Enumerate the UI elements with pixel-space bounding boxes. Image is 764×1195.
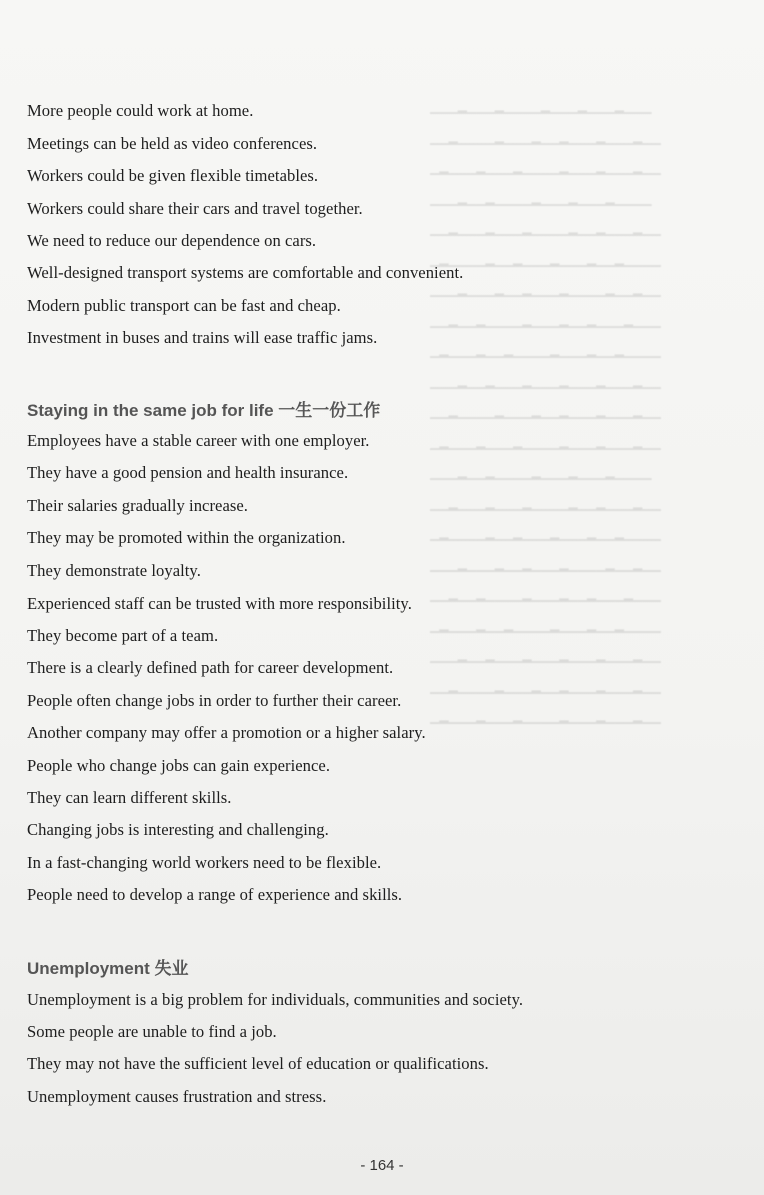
text-line: Modern public transport can be fast and cheap. xyxy=(27,296,341,315)
text-line: There is a clearly defined path for career development. xyxy=(27,658,394,677)
text-line: They can learn different skills. xyxy=(27,788,232,807)
text-line: Unemployment causes frustration and stress. xyxy=(27,1087,327,1106)
text-line: Unemployment is a big problem for individuals, communities and society. xyxy=(27,990,524,1009)
text-line: They have a good pension and health insurance. xyxy=(27,463,349,482)
text-line: People often change jobs in order to further their career. xyxy=(27,691,402,710)
text-line: People need to develop a range of experience and skills. xyxy=(27,885,403,904)
text-line: Investment in buses and trains will ease traffic jams. xyxy=(27,328,378,347)
text-line: Some people are unable to find a job. xyxy=(27,1022,277,1041)
text-line: They become part of a team. xyxy=(27,626,219,645)
text-line: Changing jobs is interesting and challenging. xyxy=(27,820,329,839)
show-through-texture: ▁▁▁▂▁▁▁▂▁▁▁▁▂▁▁▁▂▁▁▁▂▁▁▁ ▁▁▂▁▁▁▁▂▁▁▁▂▁▁▂▁▁▁▂▁▁▁▂▁▁ ▁▂▁▁▁▂▁▁▁▂▁▁▁▁▂▁▁▁▂▁▁▁▂▁▁ ▁▁▁▂▁▁▂▁▁▁▁▂▁▁▁▂▁▁▁▂▁▁▁▁ ▁▁▂▁▁▁▂▁▁▁▂▁▁▁▁▂▁▁▂▁▁▁▂▁▁ ▁▂▁▁▁▁▂▁▁▂▁▁▁▂▁▁▁▂▁▁▂▁▁▁▁ ▁▁▁▂▁▁▁▂▁▁▂▁▁▁▂▁▁▁▁▂▁▁▂▁▁ ▁▁▂▁▁▂▁▁▁▁▂▁▁▁▂▁▁▂▁▁▁▂▁▁▁ ▁▂▁▁▁▂▁▁▂▁▁▁▁▂▁▁▁▂▁▁▂▁▁▁▁ ▁▁▁▂▁▁▂▁▁▁▂▁▁▁▂▁▁▁▂▁▁▁▂▁▁ ▁▁▂▁▁▁▁▂▁▁▁▂▁▁▂▁▁▁▂▁▁▁▂▁▁ ▁▂▁▁▁▂▁▁▁▂▁▁▁▁▂▁▁▁▂▁▁▁▂▁▁ ▁▁▁▂▁▁▂▁▁▁▁▂▁▁▁▂▁▁▁▂▁▁▁▁ ▁▁▂▁▁▁▂▁▁▁▂▁▁▁▁▂▁▁▂▁▁▁▂▁▁ ▁▂▁▁▁▁▂▁▁▂▁▁▁▂▁▁▁▂▁▁▂▁▁▁▁ ▁▁▁▂▁▁▁▂▁▁▂▁▁▁▂▁▁▁▁▂▁▁▂▁▁ ▁▁▂▁▁▂▁▁▁▁▂▁▁▁▂▁▁▂▁▁▁▂▁▁▁ ▁▂▁▁▁▂▁▁▂▁▁▁▁▂▁▁▁▂▁▁▂▁▁▁▁ ▁▁▁▂▁▁▂▁▁▁▂▁▁▁▂▁▁▁▂▁▁▁▂▁▁ ▁▁▂▁▁▁▁▂▁▁▁▂▁▁▂▁▁▁▂▁▁▁▂▁▁ ▁▂▁▁▁▂▁▁▁▂▁▁▁▁▂▁▁▁▂▁▁▁▂▁▁ xyxy=(430,100,661,724)
section-heading-unemployment: Unemployment 失业 xyxy=(27,959,189,978)
text-line: They may not have the sufficient level of education or qualifications. xyxy=(27,1054,489,1073)
text-line: Their salaries gradually increase. xyxy=(27,496,248,515)
text-line: We need to reduce our dependence on cars. xyxy=(27,231,317,250)
page-number: - 164 - xyxy=(360,1157,404,1174)
text-line: People who change jobs can gain experience. xyxy=(27,756,331,775)
text-line: More people could work at home. xyxy=(27,101,254,120)
text-line: Meetings can be held as video conferences. xyxy=(27,134,318,153)
text-line: Workers could share their cars and travel together. xyxy=(27,199,363,218)
text-line: In a fast-changing world workers need to be flexible. xyxy=(27,853,382,872)
text-line: Workers could be given flexible timetables. xyxy=(27,166,319,185)
text-line: They may be promoted within the organization. xyxy=(27,528,346,547)
text-line: Experienced staff can be trusted with more responsibility. xyxy=(27,594,412,613)
section-heading-same-job: Staying in the same job for life 一生一份工作 xyxy=(27,401,381,420)
text-line: Well-designed transport systems are comfortable and convenient. xyxy=(27,263,464,282)
text-line: Employees have a stable career with one employer. xyxy=(27,431,370,450)
text-line: They demonstrate loyalty. xyxy=(27,561,201,580)
text-line: Another company may offer a promotion or a higher salary. xyxy=(27,723,426,742)
